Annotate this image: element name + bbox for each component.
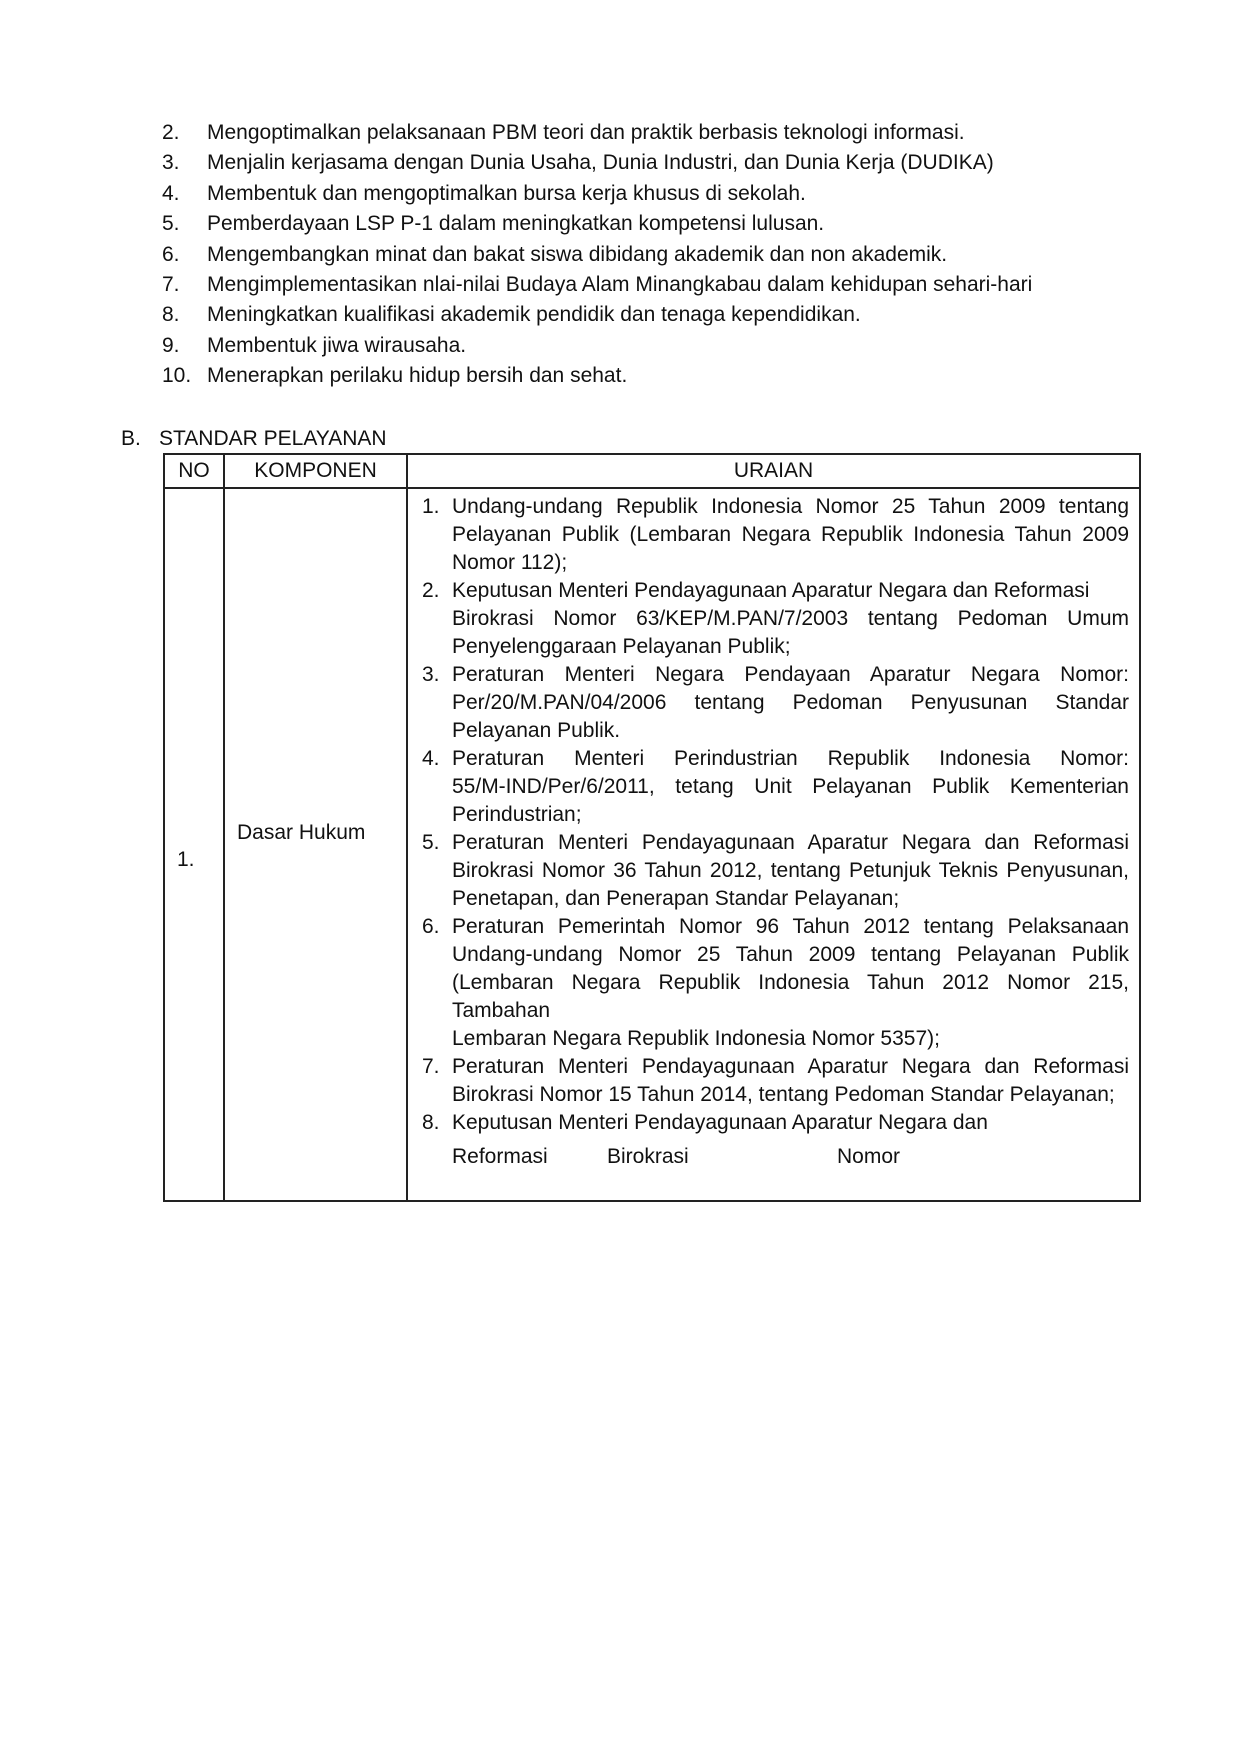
list-item xyxy=(162,118,1142,148)
list-item xyxy=(162,331,1142,361)
text-line: Undang-undang Republik Indonesia Nomor 25 Tahun 2009 tentang xyxy=(452,495,1129,518)
header-no: NO xyxy=(164,454,224,488)
misi-list xyxy=(162,118,1142,392)
dasar-hukum-list xyxy=(408,489,1139,1137)
text-line: Keputusan Menteri Pendayagunaan Aparatur Negara dan Reformasi xyxy=(452,579,1090,602)
table-row xyxy=(164,488,1140,1201)
list-text xyxy=(452,661,1129,745)
tail-word: Reformasi xyxy=(452,1145,548,1168)
text-line: Per/20/M.PAN/04/2006 tentang Pedoman Penyusunan Standar xyxy=(452,691,1129,714)
list-text: Mengoptimalkan pelaksanaan PBM teori dan praktik berbasis teknologi informasi. xyxy=(207,121,965,144)
text-line: Peraturan Pemerintah Nomor 96 Tahun 2012 tentang Pelaksanaan xyxy=(452,915,1129,938)
text-line: Keputusan Menteri Pendayagunaan Aparatur Negara dan xyxy=(452,1111,988,1134)
list-text xyxy=(452,913,1129,1053)
list-item xyxy=(162,148,1142,178)
list-item xyxy=(162,300,1142,330)
list-text: Menjalin kerjasama dengan Dunia Usaha, Dunia Industri, dan Dunia Kerja (DUDIKA) xyxy=(207,151,994,175)
list-item xyxy=(422,493,1129,577)
list-number: 8. xyxy=(422,1111,440,1134)
section-title: STANDAR PELAYANAN xyxy=(159,427,387,450)
uraian-tail-line xyxy=(408,1143,1139,1171)
list-item xyxy=(422,577,1129,661)
list-number: 7. xyxy=(422,1055,440,1078)
list-item xyxy=(162,179,1142,209)
list-number: 10. xyxy=(162,364,192,388)
list-item xyxy=(162,240,1142,270)
text-line: Birokrasi Nomor 63/KEP/M.PAN/7/2003 tentang Pedoman Umum xyxy=(452,607,1129,630)
list-number: 2. xyxy=(162,121,180,144)
list-item xyxy=(422,913,1129,1053)
header-uraian: URAIAN xyxy=(407,454,1140,488)
text-line: 55/M-IND/Per/6/2011, tetang Unit Pelayanan Publik Kementerian xyxy=(452,775,1129,798)
section-heading xyxy=(121,425,387,453)
text-line: Perindustrian; xyxy=(452,803,582,826)
list-item xyxy=(422,1109,1129,1137)
list-number: 7. xyxy=(162,272,180,296)
text-line: Peraturan Menteri Pendayagunaan Aparatur Negara dan Reformasi xyxy=(452,1055,1129,1078)
list-text: Pemberdayaan LSP P-1 dalam meningkatkan kompetensi lulusan. xyxy=(207,212,825,236)
list-number: 6. xyxy=(162,242,180,266)
list-text xyxy=(452,829,1129,913)
list-item xyxy=(422,1053,1129,1109)
list-item xyxy=(162,270,1142,300)
text-line: Lembaran Negara Republik Indonesia Nomor 5357); xyxy=(452,1027,940,1050)
standar-pelayanan-table xyxy=(163,453,1141,1202)
list-item xyxy=(422,745,1129,829)
header-komponen: KOMPONEN xyxy=(224,454,407,488)
list-text xyxy=(452,577,1129,661)
text-line: Birokrasi Nomor 36 Tahun 2012, tentang Petunjuk Teknis Penyusunan, xyxy=(452,859,1129,882)
list-text xyxy=(452,1053,1129,1109)
text-line: Pelayanan Publik. xyxy=(452,719,621,742)
text-line: (Lembaran Negara Republik Indonesia Tahun 2012 Nomor 215, Tambahan xyxy=(452,971,1129,1022)
table-header-row xyxy=(164,454,1140,488)
list-item xyxy=(162,209,1142,239)
list-number: 6. xyxy=(422,915,440,938)
list-item xyxy=(422,661,1129,745)
list-number: 1. xyxy=(422,495,440,518)
list-number: 8. xyxy=(162,303,180,327)
text-line: Penetapan, dan Penerapan Standar Pelayanan; xyxy=(452,887,900,910)
text-line: Peraturan Menteri Perindustrian Republik Indonesia Nomor: xyxy=(452,747,1129,770)
list-number: 3. xyxy=(162,151,180,175)
list-number: 4. xyxy=(162,181,180,205)
list-number: 5. xyxy=(422,831,440,854)
list-text: Mengembangkan minat dan bakat siswa dibidang akademik dan non akademik. xyxy=(207,242,948,266)
text-line: Undang-undang Nomor 25 Tahun 2009 tentang Pelayanan Publik xyxy=(452,943,1129,966)
komponen-text: Dasar Hukum xyxy=(237,821,366,844)
list-text: Mengimplementasikan nlai-nilai Budaya Alam Minangkabau dalam kehidupan sehari-hari xyxy=(207,272,1033,296)
list-item xyxy=(422,829,1129,913)
tail-word: Nomor xyxy=(837,1145,901,1168)
list-text: Membentuk jiwa wirausaha. xyxy=(207,333,467,357)
text-line: Penyelenggaraan Pelayanan Publik; xyxy=(452,635,791,658)
list-number: 3. xyxy=(422,663,440,686)
text-line: Peraturan Menteri Pendayagunaan Aparatur Negara dan Reformasi xyxy=(452,831,1129,854)
text-line: Peraturan Menteri Negara Pendayaan Aparatur Negara Nomor: xyxy=(452,663,1129,686)
section-letter: B. xyxy=(121,427,141,450)
text-line: Birokrasi Nomor 15 Tahun 2014, tentang Pedoman Standar Pelayanan; xyxy=(452,1083,1115,1106)
list-text xyxy=(452,1109,1129,1137)
text-line: Nomor 112); xyxy=(452,551,568,574)
cell-uraian xyxy=(407,488,1140,1201)
cell-no xyxy=(164,488,224,1201)
list-number: 2. xyxy=(422,579,440,602)
cell-komponen xyxy=(224,488,407,1201)
list-number: 5. xyxy=(162,212,180,236)
list-text xyxy=(452,493,1129,577)
list-text xyxy=(452,745,1129,829)
row-number: 1. xyxy=(177,848,195,871)
list-text: Menerapkan perilaku hidup bersih dan sehat. xyxy=(207,364,628,388)
list-item xyxy=(162,361,1142,391)
text-line: Pelayanan Publik (Lembaran Negara Republik Indonesia Tahun 2009 xyxy=(452,523,1129,546)
list-number: 9. xyxy=(162,333,180,357)
list-text: Meningkatkan kualifikasi akademik pendidik dan tenaga kependidikan. xyxy=(207,303,861,327)
tail-word: Birokrasi xyxy=(607,1145,689,1168)
list-number: 4. xyxy=(422,747,440,770)
list-text: Membentuk dan mengoptimalkan bursa kerja khusus di sekolah. xyxy=(207,181,806,205)
